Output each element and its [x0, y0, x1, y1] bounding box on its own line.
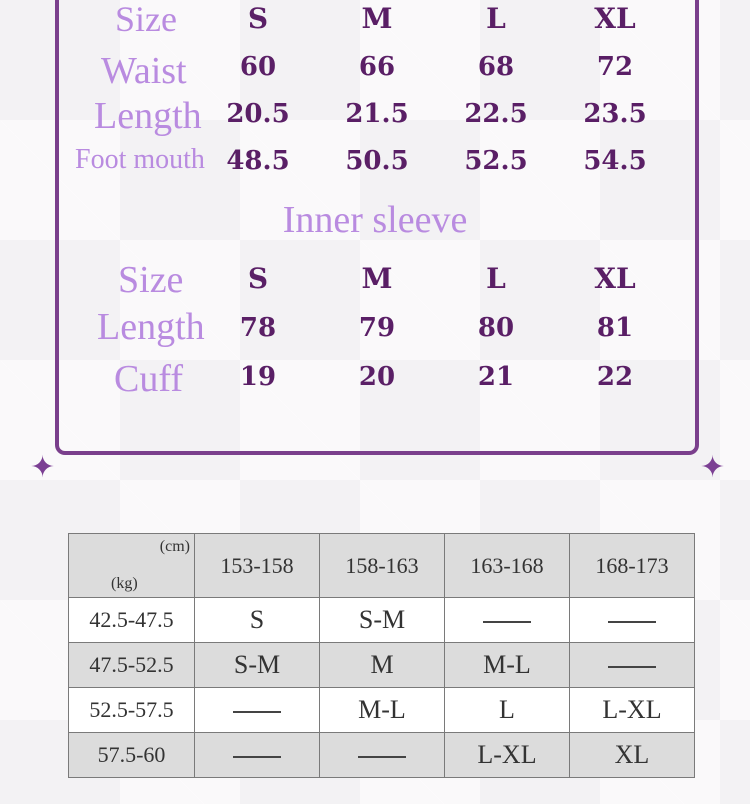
height-unit-label: (cm) — [159, 538, 190, 555]
sleeve-size-m: M — [361, 262, 393, 295]
cuff-xl: 22 — [596, 362, 634, 392]
height-range-1: 153-158 — [195, 534, 320, 598]
weight-range-cell: 47.5-52.5 — [69, 643, 195, 688]
weight-range-cell: 42.5-47.5 — [69, 598, 195, 643]
size-cell — [570, 643, 695, 688]
size-cell: S-M — [320, 598, 445, 643]
table-row — [69, 643, 695, 688]
table-row — [69, 598, 695, 643]
waist-xl: 72 — [596, 52, 634, 82]
length-label: Length — [94, 95, 202, 137]
length-m: 21.5 — [345, 99, 409, 129]
sleeve-length-l: 80 — [477, 313, 515, 343]
foot-mouth-label: Foot mouth — [75, 144, 205, 175]
sleeve-header-label: Size — [118, 259, 184, 301]
size-cell — [195, 733, 320, 778]
size-recommendation-table — [68, 533, 695, 778]
sparkle-left-icon: ✦ — [30, 450, 56, 485]
corner-cell — [69, 534, 195, 598]
size-cell: M-L — [320, 688, 445, 733]
pants-size-l: L — [486, 2, 506, 35]
table-header-row — [69, 534, 695, 598]
dash-mark — [233, 756, 281, 758]
size-cell: M-L — [445, 643, 570, 688]
waist-label: Waist — [101, 50, 187, 92]
size-cell: L-XL — [445, 733, 570, 778]
table-row — [69, 688, 695, 733]
weight-unit-label: (kg) — [111, 575, 138, 592]
pants-header-label: Size — [115, 0, 177, 39]
waist-l: 68 — [477, 52, 515, 82]
length-xl: 23.5 — [583, 99, 647, 129]
foot-mouth-m: 50.5 — [345, 146, 409, 176]
sparkle-right-icon: ✦ — [700, 450, 726, 485]
sleeve-size-l: L — [486, 262, 506, 295]
cuff-label: Cuff — [114, 358, 183, 400]
sleeve-length-label: Length — [97, 306, 205, 348]
height-range-4: 168-173 — [570, 534, 695, 598]
foot-mouth-l: 52.5 — [464, 146, 528, 176]
waist-s: 60 — [239, 52, 277, 82]
size-cell: L — [445, 688, 570, 733]
foot-mouth-s: 48.5 — [226, 146, 290, 176]
dash-mark — [608, 621, 656, 623]
pants-size-s: S — [247, 2, 269, 35]
size-cell — [570, 598, 695, 643]
weight-range-cell: 57.5-60 — [69, 733, 195, 778]
height-range-2: 158-163 — [320, 534, 445, 598]
weight-range-cell: 52.5-57.5 — [69, 688, 195, 733]
pants-size-m: M — [361, 2, 393, 35]
waist-m: 66 — [358, 52, 396, 82]
sleeve-length-s: 78 — [239, 313, 277, 343]
cuff-m: 20 — [358, 362, 396, 392]
size-cell — [195, 688, 320, 733]
size-cell — [320, 733, 445, 778]
dash-mark — [608, 666, 656, 668]
size-cell — [445, 598, 570, 643]
sleeve-length-xl: 81 — [596, 313, 634, 343]
size-cell: XL — [570, 733, 695, 778]
pants-size-xl: XL — [594, 2, 636, 35]
sleeve-length-m: 79 — [358, 313, 396, 343]
table-row — [69, 733, 695, 778]
length-s: 20.5 — [226, 99, 290, 129]
height-range-3: 163-168 — [445, 534, 570, 598]
cuff-s: 19 — [239, 362, 277, 392]
size-cell: S — [195, 598, 320, 643]
inner-sleeve-title: Inner sleeve — [282, 199, 468, 241]
dash-mark — [483, 621, 531, 623]
sleeve-size-xl: XL — [594, 262, 636, 295]
cuff-l: 21 — [477, 362, 515, 392]
size-cell: M — [320, 643, 445, 688]
size-cell: L-XL — [570, 688, 695, 733]
foot-mouth-xl: 54.5 — [583, 146, 647, 176]
size-cell: S-M — [195, 643, 320, 688]
length-l: 22.5 — [464, 99, 528, 129]
sleeve-size-s: S — [247, 262, 269, 295]
dash-mark — [233, 711, 281, 713]
dash-mark — [358, 756, 406, 758]
